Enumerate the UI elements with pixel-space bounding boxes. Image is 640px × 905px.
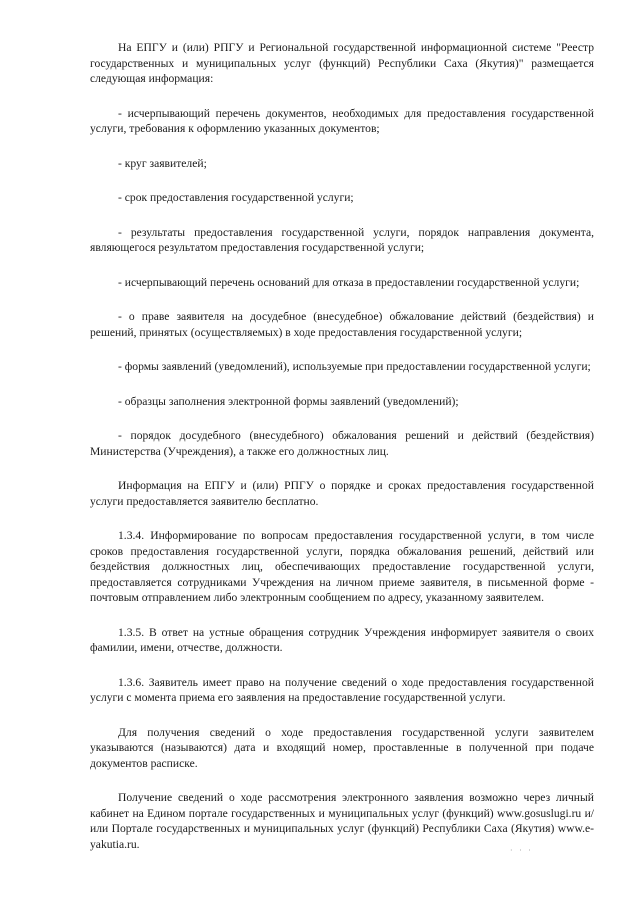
list-item-results: - результаты предоставления государственной услуги, порядок направления документа, являющегося результатом предоставления государственной услуги; bbox=[90, 225, 594, 254]
list-item-documents: - исчерпывающий перечень документов, необходимых для предоставления государственной услуги, требования к оформлению указанных документов; bbox=[90, 106, 594, 135]
intro-paragraph: На ЕПГУ и (или) РПГУ и Региональной государственной информационной системе "Реестр государственных и муниципальных услуг (функций) Республики Саха (Якутия)" размещается следующая информация: bbox=[90, 41, 594, 85]
status-info-paragraph: Для получения сведений о ходе предоставления государственной услуги заявителем указываются (называются) дата и входящий номер, проставленные в полученной при подаче документов расписке. bbox=[90, 725, 594, 770]
scan-artifact-mark: · · · bbox=[510, 846, 533, 855]
free-info-paragraph: Информация на ЕПГУ и (или) РПГУ о порядке и сроках предоставления государственной услуги предоставляется заявителю бесплатно. bbox=[90, 479, 594, 508]
section-1-3-4: 1.3.4. Информирование по вопросам предоставления государственной услуги, в том числе сроков предоставления государственной услуги, порядка обжалования решений, действий или бездействия должностных лиц, обеспечивающих предоставление государственной услуги, предоставляется сотрудниками Учреждения на личном приеме заявителя, в письменной форме - почтовым отправлением либо электронным сообщением по адресу, указанному заявителем. bbox=[90, 529, 594, 604]
list-item-appeal-procedure: - порядок досудебного (внесудебного) обжалования решений и действий (бездействия) Министерства (Учреждения), а также его должностных лиц. bbox=[90, 429, 594, 458]
electronic-status-paragraph: Получение сведений о ходе рассмотрения электронного заявления возможно через личный кабинет на Едином портале государственных и муниципальных услуг (функций) www.gosuslugi.ru и/или Портале государственных и муниципальных услуг (функций) Республики Саха (Якутия) www.e-yakutia.ru. bbox=[90, 791, 594, 851]
document-page bbox=[90, 40, 594, 852]
list-item-applicants: - круг заявителей; bbox=[118, 156, 207, 170]
section-1-3-5: 1.3.5. В ответ на устные обращения сотрудник Учреждения информирует заявителя о своих фамилии, имени, отчестве, должности. bbox=[90, 625, 594, 654]
list-item-term: - срок предоставления государственной услуги; bbox=[118, 191, 354, 204]
section-1-3-6: 1.3.6. Заявитель имеет право на получение сведений о ходе предоставления государственной услуги с момента приема его заявления на предоставление государственной услуги. bbox=[90, 675, 594, 704]
list-item-samples: - образцы заполнения электронной формы заявлений (уведомлений); bbox=[118, 394, 459, 408]
list-item-refusal-grounds: - исчерпывающий перечень оснований для отказа в предоставлении государственной услуги; bbox=[118, 275, 580, 289]
list-item-appeal-right: - о праве заявителя на досудебное (внесудебное) обжалование действий (бездействия) и решений, принятых (осуществляемых) в ходе предоставления государственной услуги; bbox=[90, 310, 594, 339]
list-item-forms: - формы заявлений (уведомлений), используемые при предоставлении государственной услуги; bbox=[118, 360, 591, 373]
